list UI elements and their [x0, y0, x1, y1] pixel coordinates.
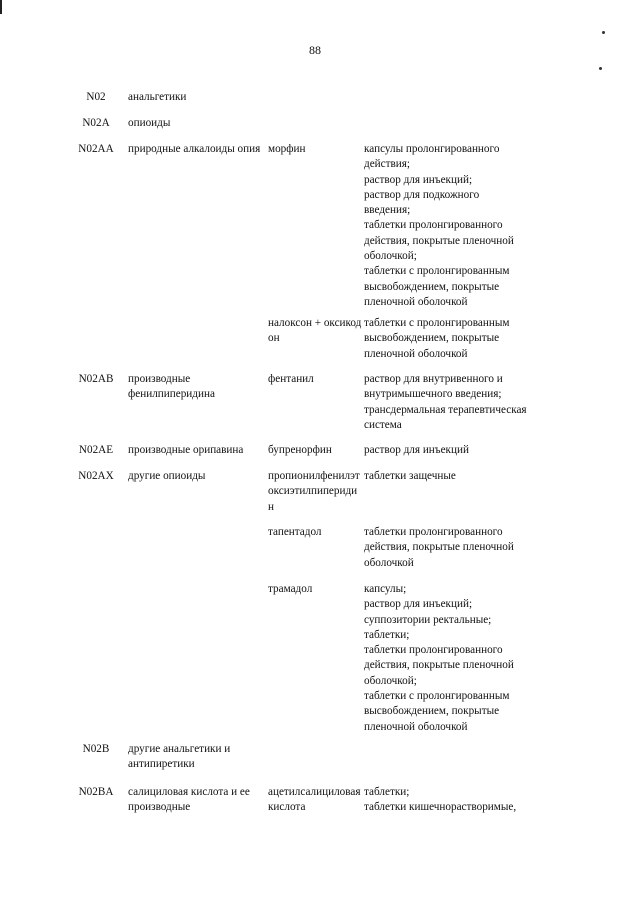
dosage-forms: [364, 525, 542, 571]
drug-name: налоксон + оксикодон: [268, 317, 362, 345]
dosage-form-line: оболочкой;: [364, 250, 417, 263]
scan-dot: [602, 31, 605, 34]
atc-code: N02B: [82, 743, 110, 755]
group-name: производные орипавина: [128, 444, 244, 456]
drug-name: бупренорфин: [268, 444, 332, 456]
dosage-form-line: система: [364, 418, 402, 431]
dosage-form-line: пленочной оболочкой: [364, 347, 468, 360]
dosage-form-line: действия, покрытые пленочной: [364, 541, 514, 554]
dosage-form-line: введения;: [364, 204, 411, 217]
dosage-form-line: таблетки;: [364, 628, 410, 641]
atc-code: N02AX: [78, 470, 114, 482]
dosage-forms: [364, 142, 542, 310]
dosage-forms: [364, 372, 542, 433]
dosage-form-line: таблетки с пролонгированным: [364, 317, 510, 329]
atc-code: N02AA: [78, 143, 114, 155]
dosage-forms: [364, 316, 542, 362]
group-name: другие опиоиды: [128, 470, 206, 482]
dosage-form-line: действия;: [364, 158, 411, 171]
dosage-form-line: высвобождением, покрытые: [364, 332, 500, 345]
dosage-forms: [364, 469, 542, 484]
group-name: производные фенилпиперидина: [128, 373, 215, 401]
dosage-form-line: раствор для внутривенного и: [364, 373, 503, 385]
dosage-form-line: таблетки кишечнорастворимые,: [364, 801, 517, 814]
scan-dot: [599, 67, 602, 70]
drug-name: морфин: [268, 143, 306, 155]
scan-edge-mark: [0, 0, 2, 14]
drug-name: пропионилфенилэтоксиэтилпиперидин: [268, 470, 360, 513]
drug-name: фентанил: [268, 373, 314, 385]
page-number: 88: [309, 43, 321, 57]
dosage-form-line: капсулы;: [364, 583, 407, 595]
dosage-form-line: действия, покрытые пленочной: [364, 659, 514, 672]
atc-code: N02BA: [78, 786, 114, 798]
dosage-forms: [364, 443, 542, 458]
dosage-form-line: раствор для инъекций;: [364, 598, 473, 611]
drug-name: тапентадол: [268, 526, 322, 538]
dosage-forms: [364, 582, 542, 735]
dosage-form-line: суппозитории ректальные;: [364, 613, 492, 626]
dosage-form-line: таблетки пролонгированного: [364, 526, 503, 538]
group-name: анальгетики: [128, 91, 187, 103]
dosage-form-line: высвобождением, покрытые: [364, 280, 500, 293]
dosage-form-line: раствор для подкожного: [364, 188, 480, 201]
atc-code: N02AB: [78, 373, 114, 385]
dosage-form-line: раствор для инъекций: [364, 444, 469, 456]
group-name: салициловая кислота и ее производные: [128, 786, 250, 814]
atc-code: N02AE: [78, 444, 114, 456]
dosage-form-line: таблетки защечные: [364, 470, 456, 482]
dosage-form-line: таблетки с пролонгированным: [364, 690, 510, 703]
dosage-form-line: раствор для инъекций;: [364, 173, 473, 186]
dosage-form-line: пленочной оболочкой: [364, 720, 468, 733]
dosage-form-line: таблетки с пролонгированным: [364, 265, 510, 278]
dosage-form-line: пленочной оболочкой: [364, 295, 468, 308]
dosage-forms: [364, 785, 542, 816]
dosage-form-line: таблетки пролонгированного: [364, 644, 503, 657]
dosage-form-line: оболочкой;: [364, 674, 417, 687]
drug-name: ацетилсалициловая кислота: [268, 786, 361, 814]
atc-code: N02A: [82, 117, 110, 129]
dosage-form-line: капсулы пролонгированного: [364, 143, 500, 155]
group-name: природные алкалоиды опия: [128, 143, 261, 155]
group-name: другие анальгетики и антипиретики: [128, 743, 231, 771]
dosage-form-line: таблетки;: [364, 786, 410, 798]
atc-code: N02: [86, 91, 106, 103]
dosage-form-line: действия, покрытые пленочной: [364, 234, 514, 247]
dosage-form-line: оболочкой: [364, 556, 414, 569]
dosage-form-line: таблетки пролонгированного: [364, 219, 503, 232]
dosage-form-line: высвобождением, покрытые: [364, 705, 500, 718]
dosage-form-line: трансдермальная терапевтическая: [364, 403, 527, 416]
group-name: опиоиды: [128, 117, 171, 129]
dosage-form-line: внутримышечного введения;: [364, 388, 502, 401]
drug-name: трамадол: [268, 583, 313, 595]
